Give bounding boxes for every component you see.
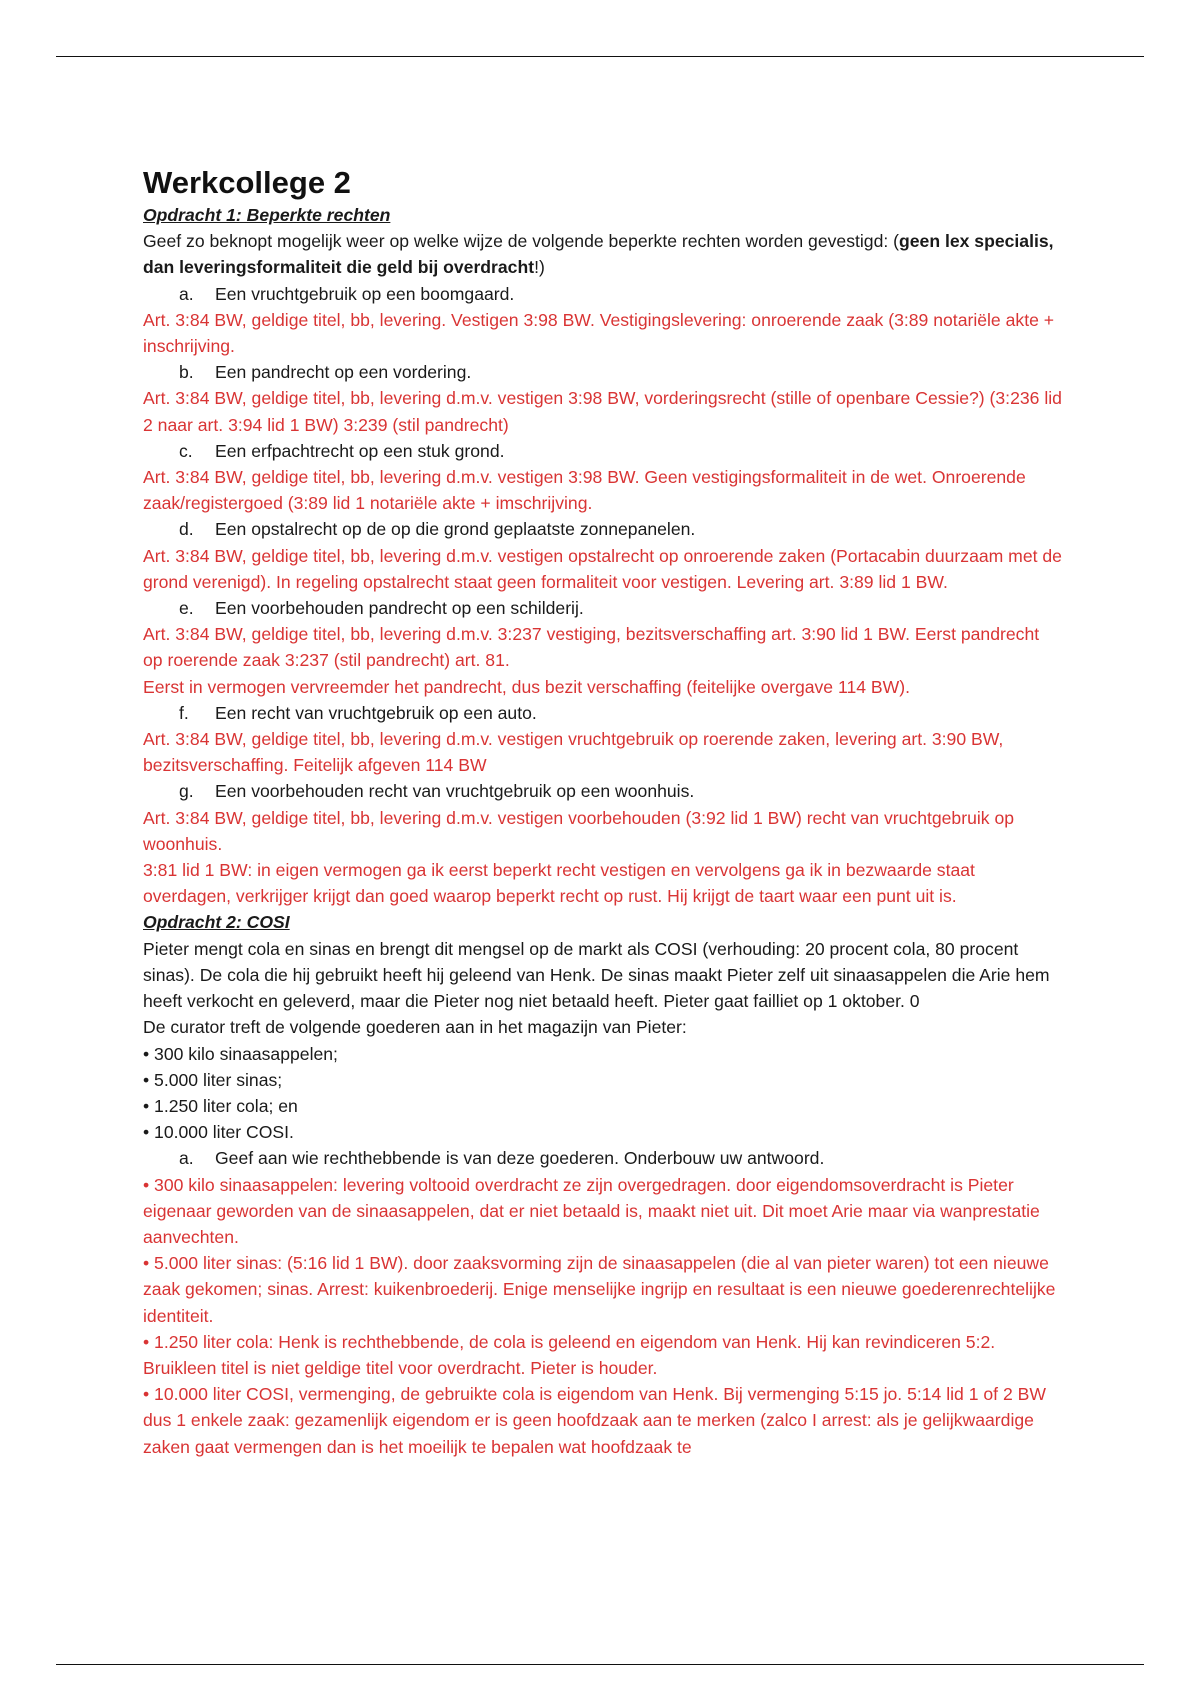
opdracht-1-intro: Geef zo beknopt mogelijk weer op welke wijze de volgende beperkte rechten worden gevestigd: (geen lex specialis, dan leveringsformaliteit die geld bij overdracht!)	[143, 231, 1054, 278]
top-rule	[56, 56, 1144, 57]
answer-text: Art. 3:84 BW, geldige titel, bb, levering d.m.v. vestigen vruchtgebruik op roerende zaken, levering art. 3:90 BW, bezitsverschaffing. Feitelijk afgeven 114 BW	[143, 729, 1004, 776]
opdracht-2-question	[143, 1145, 1063, 1171]
question-text: Een recht van vruchtgebruik op een auto.	[215, 702, 537, 723]
answer-text: Art. 3:84 BW, geldige titel, bb, levering. Vestigen 3:98 BW. Vestigingslevering: onroerende zaak (3:89 notariële akte + inschrijving.	[143, 309, 1055, 357]
question-letter: f.	[179, 702, 189, 723]
case-text: Pieter mengt cola en sinas en brengt dit mengsel op de markt als COSI (verhouding: 20 procent cola, 80 procent sinas). De cola die hij gebruikt heeft hij geleend van Henk. De sinas maakt Pieter zelf uit sinaasappelen die Arie hem heeft verkocht en geleverd, maar die Pieter nog niet betaald heeft. Pieter gaat failliet op 1 oktober. 0	[143, 938, 1050, 1012]
question-text: Geef aan wie rechthebbende is van deze goederen. Onderbouw uw antwoord.	[215, 1148, 825, 1169]
goods-list-item: • 300 kilo sinaasappelen;	[143, 1043, 338, 1064]
question-item	[143, 778, 1063, 804]
question-item	[143, 281, 1063, 307]
answer-text: Art. 3:84 BW, geldige titel, bb, levering d.m.v. 3:237 vestiging, bezitsverschaffing art. 3:90 lid 1 BW. Eerst pandrecht op roerende zaak 3:237 (stil pandrecht) art. 81.	[143, 624, 1040, 671]
bottom-rule	[56, 1664, 1144, 1665]
question-letter: g.	[179, 781, 194, 802]
question-item	[143, 516, 1063, 542]
question-letter: d.	[179, 519, 194, 540]
answer-text: Art. 3:84 BW, geldige titel, bb, levering d.m.v. vestigen 3:98 BW. Geen vestigingsformaliteit in de wet. Onroerende zaak/registergoed (3:89 lid 1 notariële akte + imschrijving.	[143, 467, 1026, 514]
goods-list-item: • 10.000 liter COSI.	[143, 1122, 294, 1143]
goods-list-item: • 5.000 liter sinas;	[143, 1069, 283, 1090]
opdracht-1-items	[143, 281, 1063, 910]
question-item	[143, 595, 1063, 621]
answer-text: Eerst in vermogen vervreemder het pandrecht, dus bezit verschaffing (feitelijke overgave 114 BW).	[143, 676, 911, 697]
question-item	[143, 359, 1063, 385]
question-letter: a.	[179, 1148, 194, 1169]
answer-text: • 1.250 liter cola: Henk is rechthebbende, de cola is geleend en eigendom van Henk. Hij kan revindiceren 5:2. Bruikleen titel is niet geldige titel voor overdracht. Pieter is houder.	[143, 1331, 996, 1378]
question-item	[143, 438, 1063, 464]
document-body	[143, 164, 1063, 1460]
question-text: Een voorbehouden recht van vruchtgebruik op een woonhuis.	[215, 781, 695, 802]
question-text: Een erfpachtrecht op een stuk grond.	[215, 440, 505, 461]
answer-text: • 5.000 liter sinas: (5:16 lid 1 BW). door zaaksvorming zijn de sinaasappelen (die al van pieter waren) tot een nieuwe zaak gekomen; sinas. Arrest: kuikenbroederij. Enige menselijke ingrijp en resultaat is een nieuwe goederenrechtelijke identiteit.	[143, 1253, 1056, 1326]
goods-list-item: • 1.250 liter cola; en	[143, 1095, 298, 1116]
question-text: Een pandrecht op een vordering.	[215, 362, 472, 383]
curator-text: De curator treft de volgende goederen aan in het magazijn van Pieter:	[143, 1017, 687, 1038]
opdracht-2-answers	[143, 1172, 1063, 1460]
question-text: Een vruchtgebruik op een boomgaard.	[215, 283, 515, 304]
answer-text: • 10.000 liter COSI, vermenging, de gebruikte cola is eigendom van Henk. Bij vermenging 5:15 jo. 5:14 lid 1 of 2 BW dus 1 enkele zaak: gezamenlijk eigendom er is geen hoofdzaak aan te merken (zalco I arrest: als je gelijkwaardige zaken gaat vermengen dan is het moeilijk te bepalen wat hoofdzaak te	[143, 1384, 1046, 1457]
question-text: Een opstalrecht op de op die grond geplaatste zonnepanelen.	[215, 519, 696, 540]
answer-text: 3:81 lid 1 BW: in eigen vermogen ga ik eerst beperkt recht vestigen en vervolgens ga ik in bezwaarde staat overdagen, verkrijger krijgt dan goed waarop beperkt recht op rust. Hij krijgt de taart waar een punt uit is.	[143, 860, 975, 907]
opdracht-2-heading: Opdracht 2: COSI	[143, 912, 290, 933]
question-letter: e.	[179, 598, 194, 619]
answer-text: • 300 kilo sinaasappelen: levering voltooid overdracht ze zijn overgedragen. door eigendomsoverdracht is Pieter eigenaar geworden van de sinaasappelen, dat er niet betaald is, maakt niet uit. Dit moet Arie maar via wanprestatie aanvechten.	[143, 1174, 1040, 1247]
question-letter: c.	[179, 440, 193, 461]
answer-text: Art. 3:84 BW, geldige titel, bb, levering d.m.v. vestigen opstalrecht op onroerende zaken (Portacabin duurzaam met de grond verenigd). In regeling opstalrecht staat geen formaliteit voor vestigen. Levering art. 3:89 lid 1 BW.	[143, 545, 1062, 592]
question-letter: b.	[179, 362, 194, 383]
question-item	[143, 700, 1063, 726]
goods-list	[143, 1041, 1063, 1146]
answer-text: Art. 3:84 BW, geldige titel, bb, levering d.m.v. vestigen voorbehouden (3:92 lid 1 BW) recht van vruchtgebruik op woonhuis.	[143, 807, 1015, 854]
question-letter: a.	[179, 283, 194, 304]
page-title: Werkcollege 2	[143, 165, 351, 200]
opdracht-1-heading: Opdracht 1: Beperkte rechten	[143, 205, 391, 225]
answer-text: Art. 3:84 BW, geldige titel, bb, levering d.m.v. vestigen 3:98 BW, vorderingsrecht (stille of openbare Cessie?) (3:236 lid 2 naar art. 3:94 lid 1 BW) 3:239 (stil pandrecht)	[143, 388, 1062, 435]
question-text: Een voorbehouden pandrecht op een schilderij.	[215, 598, 584, 619]
